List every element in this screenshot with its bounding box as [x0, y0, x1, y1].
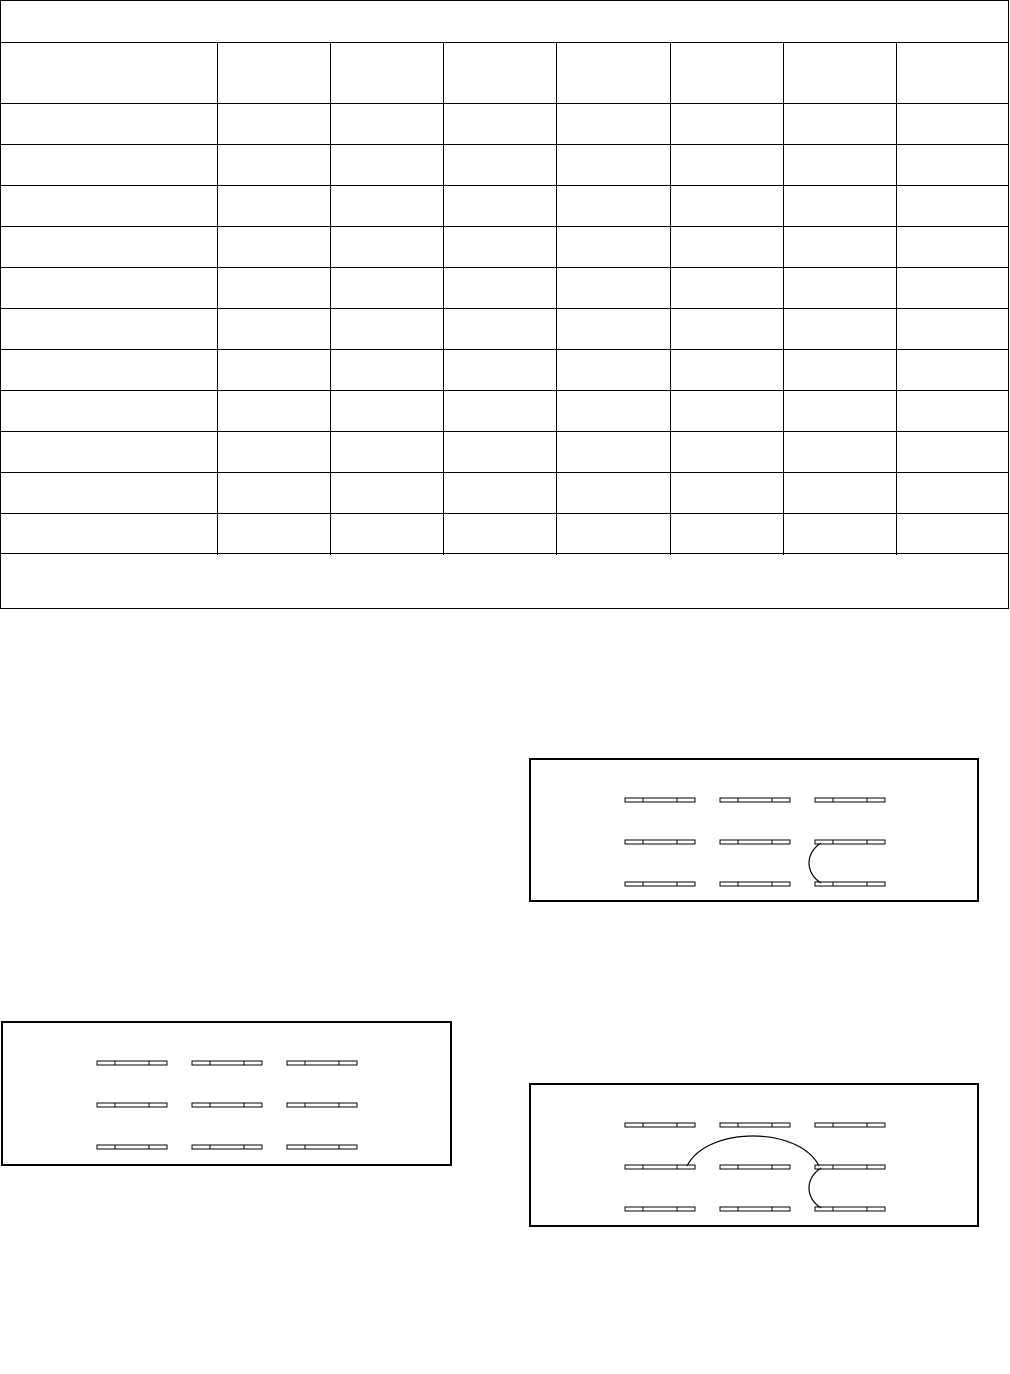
- terminal-strip: [815, 1165, 885, 1169]
- column-divider: [330, 43, 331, 555]
- row-divider: [1, 144, 1008, 145]
- panel-drawing: [3, 1023, 454, 1168]
- column-divider: [443, 43, 444, 555]
- terminal-strip: [815, 1123, 885, 1127]
- terminal-strip: [287, 1103, 357, 1107]
- terminal-strip: [625, 1207, 695, 1211]
- terminal-strip: [625, 1165, 695, 1169]
- terminal-strip: [815, 798, 885, 802]
- column-divider: [217, 43, 218, 555]
- panel-drawing: [531, 760, 981, 904]
- panel-drawing: [531, 1085, 981, 1229]
- blank-table: [0, 0, 1009, 609]
- terminal-strip: [625, 840, 695, 844]
- terminal-strip: [192, 1103, 262, 1107]
- row-divider: [1, 185, 1008, 186]
- terminal-strip: [815, 840, 885, 844]
- terminal-strip: [287, 1061, 357, 1065]
- terminal-strip: [720, 1123, 790, 1127]
- terminal-strip: [625, 882, 695, 886]
- row-divider: [1, 513, 1008, 514]
- terminal-strip: [720, 1165, 790, 1169]
- terminal-strip: [720, 798, 790, 802]
- jumper-panel-double: [529, 1083, 979, 1227]
- terminal-strip: [97, 1061, 167, 1065]
- row-divider: [1, 390, 1008, 391]
- terminal-strip: [625, 798, 695, 802]
- jumper-wire: [809, 1168, 821, 1208]
- terminal-strip: [720, 882, 790, 886]
- row-divider: [1, 267, 1008, 268]
- jumper-panel-single: [529, 758, 979, 902]
- row-divider: [1, 431, 1008, 432]
- terminal-strip: [97, 1145, 167, 1149]
- row-divider: [1, 472, 1008, 473]
- terminal-strip: [97, 1103, 167, 1107]
- terminal-strip: [192, 1145, 262, 1149]
- jumper-wire: [809, 843, 821, 883]
- table-footer-row: [1, 553, 1008, 608]
- row-divider: [1, 103, 1008, 104]
- terminal-strip: [625, 1123, 695, 1127]
- terminal-strip: [720, 840, 790, 844]
- jumper-panel-empty: [1, 1021, 452, 1166]
- terminal-strip: [192, 1061, 262, 1065]
- column-divider: [896, 43, 897, 555]
- terminal-strip: [287, 1145, 357, 1149]
- terminal-strip: [815, 1207, 885, 1211]
- jumper-wire: [687, 1136, 819, 1166]
- table-title-row: [1, 1, 1008, 43]
- column-divider: [556, 43, 557, 555]
- terminal-strip: [720, 1207, 790, 1211]
- row-divider: [1, 349, 1008, 350]
- terminal-strip: [815, 882, 885, 886]
- row-divider: [1, 226, 1008, 227]
- row-divider: [1, 308, 1008, 309]
- column-divider: [783, 43, 784, 555]
- column-divider: [670, 43, 671, 555]
